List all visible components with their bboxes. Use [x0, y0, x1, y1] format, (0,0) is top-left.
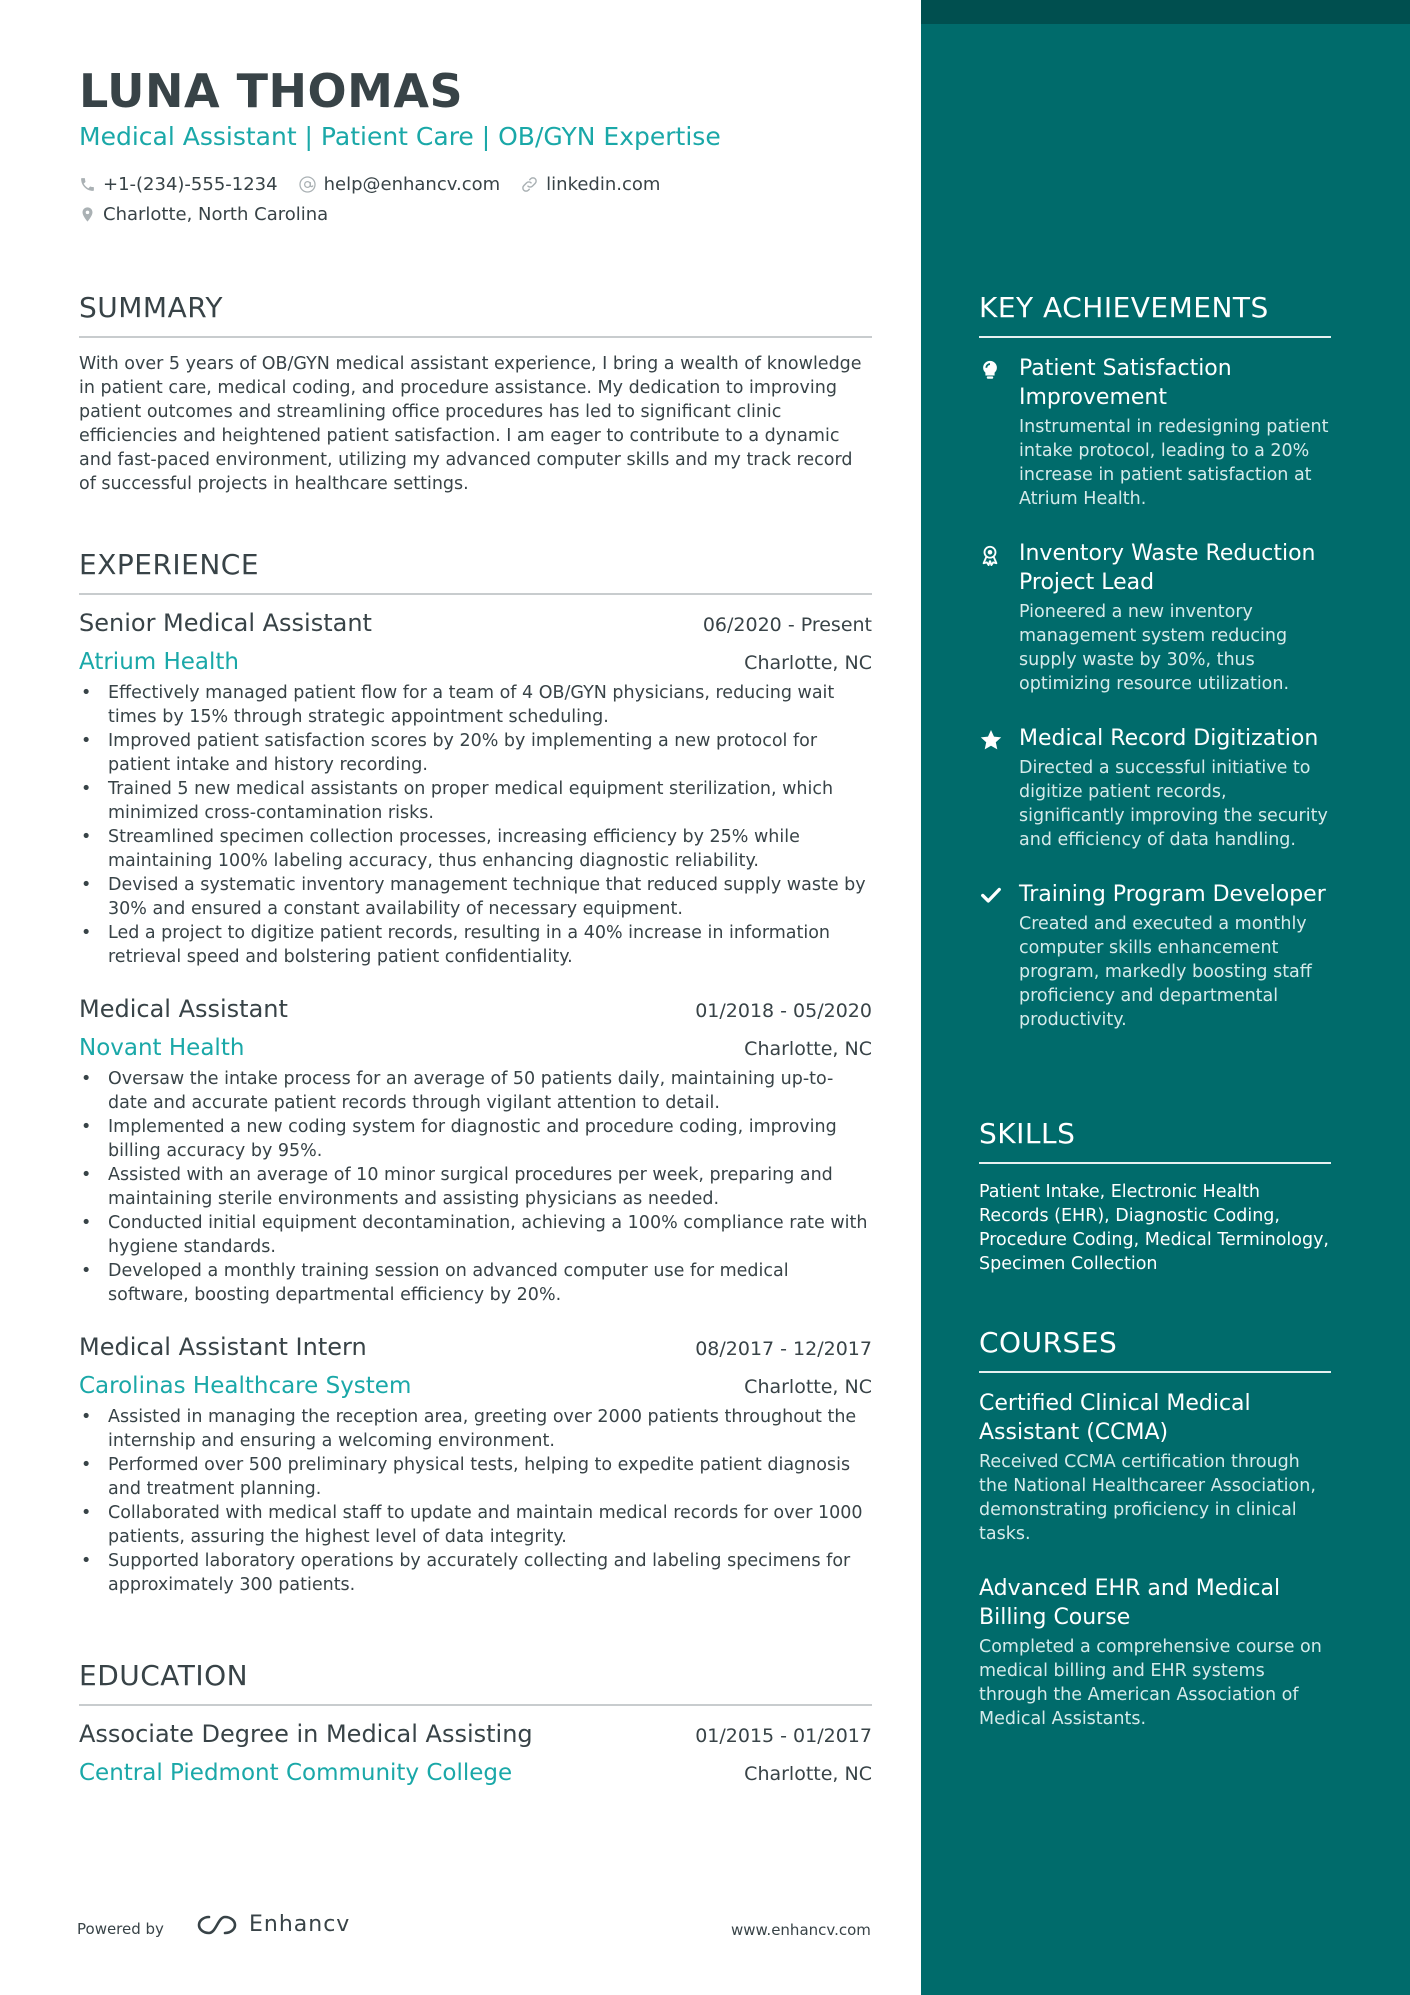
job-header — [79, 995, 872, 1023]
job-bullets — [79, 1405, 872, 1597]
job-title: Medical Assistant Intern — [79, 1333, 367, 1361]
summary-section — [79, 291, 872, 496]
phone-contact[interactable] — [79, 174, 278, 195]
bullet-item: • Implemented a new coding system for diagnostic and procedure coding, improving billing accuracy by 95%. — [79, 1115, 872, 1163]
location-contact — [79, 204, 328, 225]
job-subheader — [79, 649, 872, 675]
job-date: 06/2020 - Present — [702, 614, 872, 636]
skills-text: Patient Intake, Electronic Health Records (EHR), Diagnostic Coding, Procedure Coding, Medical Terminology, Specimen Collection — [979, 1182, 1329, 1274]
course-item — [979, 1389, 1331, 1546]
contact-info — [79, 172, 680, 232]
location-pin-icon — [79, 205, 96, 224]
achievement-item — [979, 354, 1331, 511]
job-entry — [79, 609, 872, 969]
enhancv-logo-icon — [195, 1913, 239, 1937]
job-location: Charlotte, NC — [744, 652, 872, 674]
email-text: help@enhancv.com — [323, 173, 501, 195]
linkedin-text: linkedin.com — [546, 173, 661, 195]
course-desc: Received CCMA certification through the National Healthcareer Association, demonstrating proficiency in clinical tasks. — [979, 1452, 1316, 1544]
job-bullets — [79, 681, 872, 969]
bullet-item: • Trained 5 new medical assistants on proper medical equipment sterilization, which minimized cross-contamination risks. — [79, 777, 872, 825]
achievement-desc: Created and executed a monthly computer skills enhancement program, markedly boosting staff proficiency and departmental productivity. — [1019, 914, 1312, 1030]
achievement-item — [979, 539, 1331, 696]
location-text: Charlotte, North Carolina — [103, 203, 329, 225]
experience-title: EXPERIENCE — [79, 548, 872, 595]
education-title: EDUCATION — [79, 1659, 872, 1706]
job-bullets — [79, 1067, 872, 1307]
job-location: Charlotte, NC — [744, 1038, 872, 1060]
phone-icon — [79, 176, 96, 193]
education-entry — [79, 1720, 872, 1786]
job-subheader — [79, 1035, 872, 1061]
course-item — [979, 1574, 1331, 1731]
footer-url[interactable]: www.enhancv.com — [731, 1921, 871, 1939]
bullet-item: • Devised a systematic inventory management technique that reduced supply waste by 30% and ensured a constant availability of necessary equipment. — [79, 873, 872, 921]
education-location: Charlotte, NC — [744, 1763, 872, 1785]
enhancv-logo[interactable] — [195, 1912, 350, 1937]
bullet-item: • Oversaw the intake process for an average of 50 patients daily, maintaining up-to-date and accurate patient records through vigilant attention to detail. — [79, 1067, 872, 1115]
achievements-title: KEY ACHIEVEMENTS — [979, 291, 1331, 338]
contact-row — [79, 202, 680, 226]
candidate-name: LUNA THOMAS — [79, 64, 464, 118]
courses-section — [979, 1326, 1331, 1731]
education-subheader — [79, 1760, 872, 1786]
job-location: Charlotte, NC — [744, 1376, 872, 1398]
job-title: Senior Medical Assistant — [79, 609, 372, 637]
education-header — [79, 1720, 872, 1748]
education-date: 01/2015 - 01/2017 — [695, 1725, 872, 1747]
bullet-item: • Conducted initial equipment decontamination, achieving a 100% compliance rate with hygiene standards. — [79, 1211, 872, 1259]
bullet-item: • Streamlined specimen collection processes, increasing efficiency by 25% while maintaining 100% labeling accuracy, thus enhancing diagnostic reliability. — [79, 825, 872, 873]
bullet-item: • Improved patient satisfaction scores by 20% by implementing a new protocol for patient intake and history recording. — [79, 729, 872, 777]
achievement-item — [979, 724, 1331, 852]
job-date: 01/2018 - 05/2020 — [695, 1000, 872, 1022]
checkmark-icon — [979, 880, 1019, 1032]
bullet-item: • Supported laboratory operations by accurately collecting and labeling specimens for approximately 300 patients. — [79, 1549, 872, 1597]
achievement-desc: Directed a successful initiative to digitize patient records, significantly improving the security and efficiency of data handling. — [1019, 758, 1328, 850]
degree-title: Associate Degree in Medical Assisting — [79, 1720, 533, 1748]
achievement-title: Training Program Developer — [1019, 882, 1326, 907]
job-company: Atrium Health — [79, 649, 240, 675]
sidebar-top-bar — [921, 0, 1410, 24]
experience-section — [79, 548, 872, 1597]
job-header — [79, 1333, 872, 1361]
bullet-item: • Assisted in managing the reception area, greeting over 2000 patients throughout the internship and ensuring a welcoming environment. — [79, 1405, 872, 1453]
education-section — [79, 1659, 872, 1786]
achievement-title: Patient Satisfaction Improvement — [1019, 356, 1232, 410]
at-icon — [298, 175, 317, 194]
course-title: Advanced EHR and Medical Billing Course — [979, 1576, 1281, 1630]
achievement-item — [979, 880, 1331, 1032]
job-entry — [79, 1333, 872, 1597]
job-entry — [79, 995, 872, 1307]
star-icon — [979, 724, 1019, 852]
bullet-item: • Assisted with an average of 10 minor surgical procedures per week, preparing and maintaining sterile environments and assisting physicians as needed. — [79, 1163, 872, 1211]
courses-title: COURSES — [979, 1326, 1331, 1373]
bullet-item: • Collaborated with medical staff to update and maintain medical records for over 1000 patients, assuring the highest level of data integrity. — [79, 1501, 872, 1549]
achievement-desc: Pioneered a new inventory management system reducing supply waste by 30%, thus optimizing resource utilization. — [1019, 602, 1290, 694]
achievements-section — [979, 291, 1331, 1032]
job-title: Medical Assistant — [79, 995, 288, 1023]
lightbulb-icon — [979, 354, 1019, 511]
award-icon — [979, 539, 1019, 696]
job-date: 08/2017 - 12/2017 — [695, 1338, 872, 1360]
bullet-item: • Developed a monthly training session on advanced computer use for medical software, boosting departmental efficiency by 20%. — [79, 1259, 872, 1307]
phone-text: +1-(234)-555-1234 — [103, 173, 278, 195]
bullet-item: • Effectively managed patient flow for a team of 4 OB/GYN physicians, reducing wait times by 15% through strategic appointment scheduling. — [79, 681, 872, 729]
job-subheader — [79, 1373, 872, 1399]
achievement-desc: Instrumental in redesigning patient intake protocol, leading to a 20% increase in patient satisfaction at Atrium Health. — [1019, 417, 1329, 509]
bullet-item: • Led a project to digitize patient records, resulting in a 40% increase in information retrieval speed and bolstering patient confidentiality. — [79, 921, 872, 969]
course-title: Certified Clinical Medical Assistant (CCMA) — [979, 1391, 1251, 1445]
linkedin-contact[interactable] — [520, 174, 660, 195]
achievement-title: Inventory Waste Reduction Project Lead — [1019, 541, 1316, 595]
course-desc: Completed a comprehensive course on medical billing and EHR systems through the American Association of Medical Assistants. — [979, 1637, 1322, 1729]
candidate-headline: Medical Assistant | Patient Care | OB/GYN Expertise — [79, 122, 721, 151]
link-icon — [520, 175, 539, 194]
job-company: Novant Health — [79, 1035, 245, 1061]
summary-text: With over 5 years of OB/GYN medical assistant experience, I bring a wealth of knowledge in patient care, medical coding, and procedure assistance. My dedication to improving patient outcomes and streamlining office procedures has led to significant clinic efficiencies and heightened patient satisfaction. I am eager to contribute to a dynamic and fast-paced environment, utilizing my advanced computer skills and my track record of successful projects in healthcare settings. — [79, 354, 862, 494]
contact-row — [79, 172, 680, 196]
email-contact[interactable] — [298, 174, 501, 195]
school-name: Central Piedmont Community College — [79, 1760, 513, 1786]
summary-title: SUMMARY — [79, 291, 872, 338]
achievement-title: Medical Record Digitization — [1019, 726, 1319, 751]
job-company: Carolinas Healthcare System — [79, 1373, 412, 1399]
skills-title: SKILLS — [979, 1117, 1331, 1164]
enhancv-brand-text: Enhancv — [249, 1912, 351, 1937]
skills-section — [979, 1117, 1331, 1276]
job-header — [79, 609, 872, 637]
bullet-item: • Performed over 500 preliminary physical tests, helping to expedite patient diagnosis and treatment planning. — [79, 1453, 872, 1501]
powered-by-label: Powered by — [77, 1920, 164, 1938]
